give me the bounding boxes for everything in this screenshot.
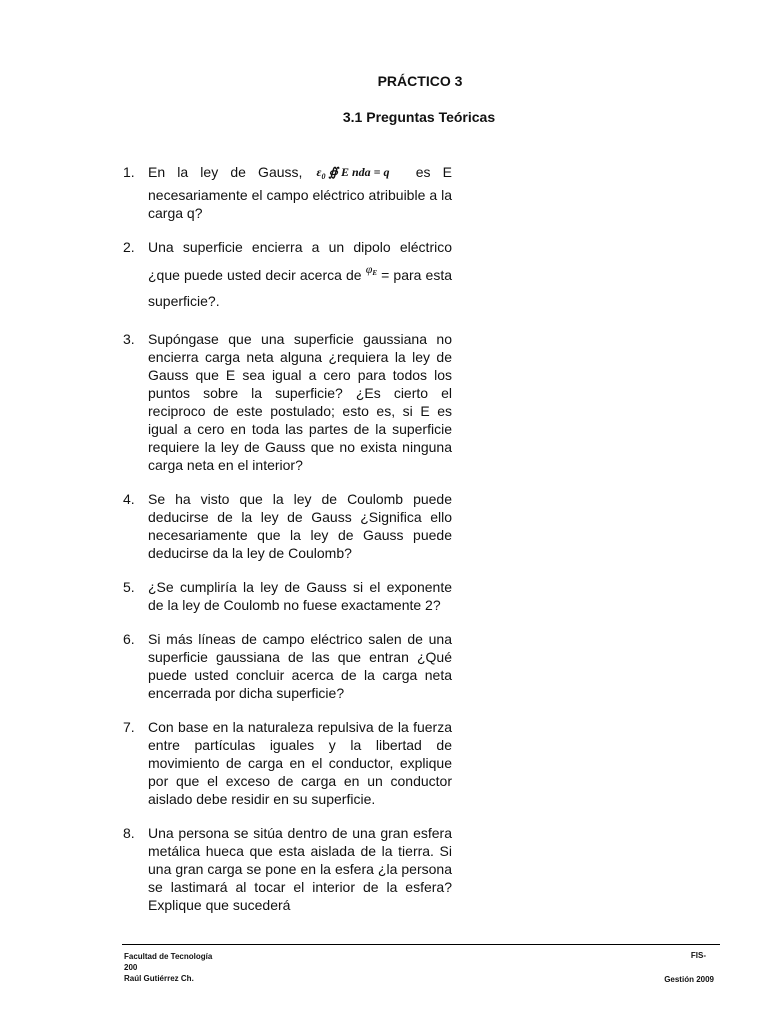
question-number: 4. <box>123 491 135 507</box>
question-list <box>123 163 452 930</box>
question-item-3 <box>123 330 452 474</box>
question-item-1 <box>123 163 452 222</box>
question-item-8 <box>123 824 452 914</box>
question-text-after: = para esta superficie?. <box>148 267 453 309</box>
footer-number: 200 <box>124 963 138 972</box>
question-number: 7. <box>123 719 135 735</box>
question-text: Si más líneas de campo eléctrico salen de una superficie gaussiana de las que entran ¿Qué puede usted concluir acerca de la carga neta encerrada por dicha superficie? <box>148 631 452 701</box>
footer-term: Gestión 2009 <box>664 975 714 984</box>
page-title: PRÁCTICO 3 <box>377 73 463 89</box>
question-number: 8. <box>123 825 135 841</box>
question-item-5 <box>123 578 452 614</box>
question-item-6 <box>123 630 452 702</box>
question-item-2 <box>123 238 452 314</box>
question-text-after: es E necesariamente el campo eléctrico atribuible a la carga q? <box>148 164 452 221</box>
question-number: 2. <box>123 239 135 255</box>
question-item-7 <box>123 718 452 808</box>
question-text: Con base en la naturaleza repulsiva de la fuerza entre partículas iguales y la libertad de movimiento de carga en el conductor, explique por que el exceso de carga en un conductor aislado debe residir en su superficie. <box>148 719 452 807</box>
electric-flux-symbol: $\varphi_E$ <box>365 262 378 277</box>
question-number: 6. <box>123 631 135 647</box>
footer-divider <box>122 944 720 945</box>
question-text-line1: Una superficie encierra a un dipolo eléctrico <box>148 239 452 255</box>
question-text: Supóngase que una superficie gaussiana no encierra carga neta alguna ¿requiera la ley de Gauss que E sea igual a cero para todos los puntos sobre la superficie? ¿Es cierto el reciproco de este postulado; esto es, si E es igual a cero en toda las partes de la superficie requiere la ley de Gauss que no exista ninguna carga neta en el interior? <box>148 331 452 473</box>
gauss-law-formula: $\varepsilon_0$ ∯ E nda = q <box>316 165 390 181</box>
footer-author: Raúl Gutiérrez Ch. <box>124 974 194 983</box>
question-text: Una persona se sitúa dentro de una gran esfera metálica hueca que esta aislada de la tierra. Si una gran carga se pone en la esfera ¿la persona se lastimará al tocar el interior de la esfera? Explique que sucederá <box>148 825 452 913</box>
question-number: 5. <box>123 579 135 595</box>
question-text: Se ha visto que la ley de Coulomb puede deducirse de la ley de Gauss ¿Significa ello necesariamente que la ley de Gauss puede deducirse da la ley de Coulomb? <box>148 491 452 561</box>
question-text: ¿Se cumpliría la ley de Gauss si el exponente de la ley de Coulomb no fuese exactamente 2? <box>148 579 452 613</box>
question-text-before: ¿que puede usted decir acerca de <box>148 267 362 283</box>
question-number: 3. <box>123 331 135 347</box>
question-item-4 <box>123 490 452 562</box>
footer-author-block <box>124 951 212 984</box>
footer-course-code: FIS- <box>690 951 706 960</box>
question-number: 1. <box>123 164 135 180</box>
footer-faculty: Facultad de Tecnología <box>124 952 213 961</box>
question-text-before: En la ley de Gauss, <box>148 164 303 180</box>
section-subtitle: 3.1 Preguntas Teóricas <box>342 109 496 125</box>
